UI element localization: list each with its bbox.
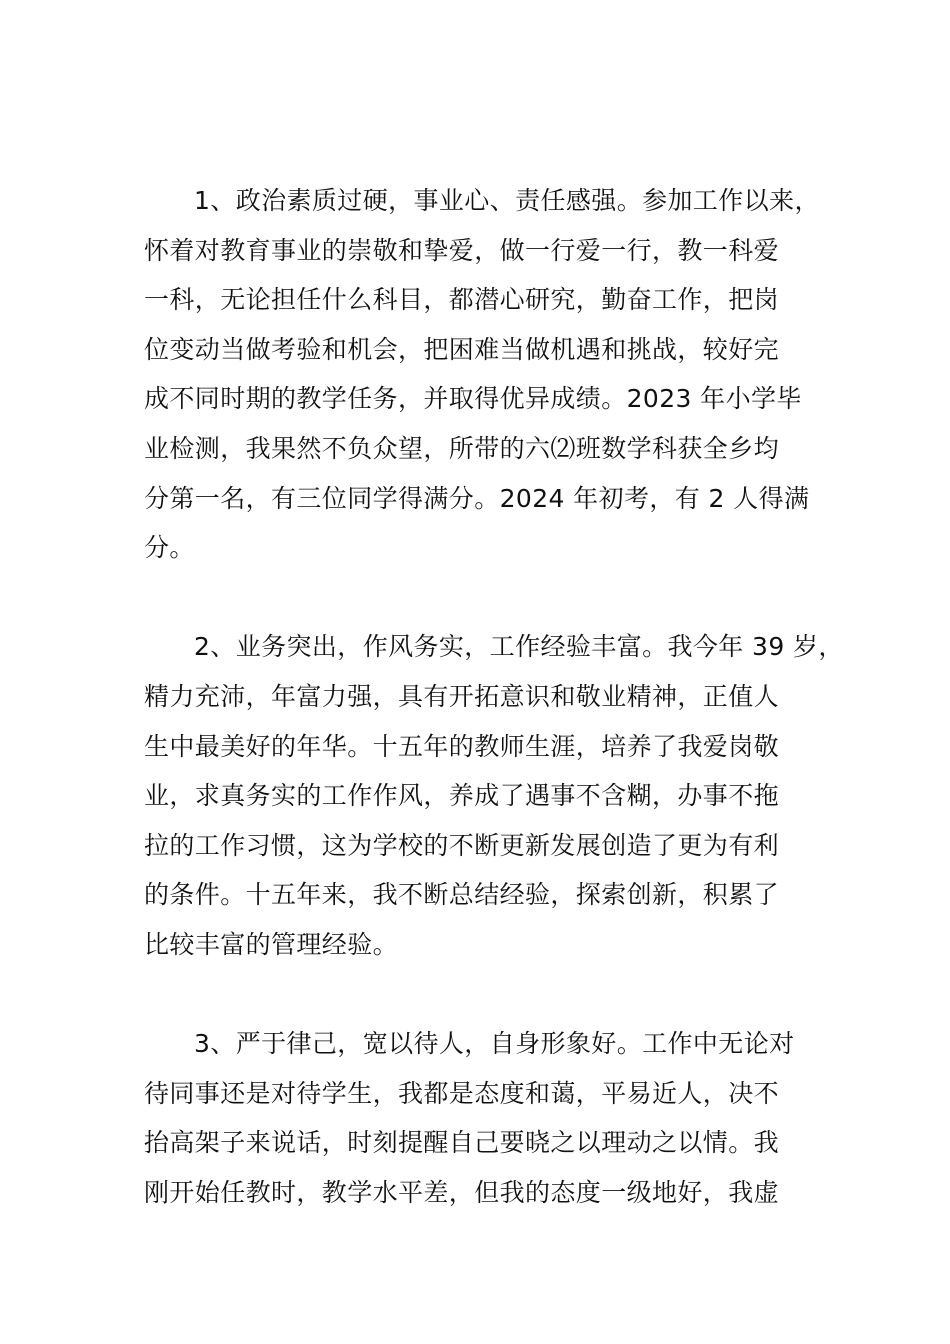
text-line: 拉的工作习惯，这为学校的不断更新发展创造了更为有利 xyxy=(144,830,780,860)
text-line: 成不同时期的教学任务，并取得优异成绩。2023 年小学毕 xyxy=(144,384,802,414)
text-line: 抬高架子来说话，时刻提醒自己要晓之以理动之以情。我 xyxy=(144,1128,780,1158)
text-line: 位变动当做考验和机会，把困难当做机遇和挑战，较好完 xyxy=(144,334,780,364)
text-line: 2、业务突出，作风务实，工作经验丰富。我今年 39 岁， xyxy=(194,632,844,662)
text-line: 的条件。十五年来，我不断总结经验，探索创新，积累了 xyxy=(144,880,780,910)
text-line: 分。 xyxy=(144,533,195,563)
paragraph-2 xyxy=(144,622,844,969)
text-line: 精力充沛，年富力强，具有开拓意识和敬业精神，正值人 xyxy=(144,681,780,711)
document-body xyxy=(144,176,844,1217)
text-line: 业，求真务实的工作作风，养成了遇事不含糊，办事不拖 xyxy=(144,781,780,811)
paragraph-3 xyxy=(144,1019,809,1217)
paragraph-spacer xyxy=(144,573,809,623)
text-line: 分第一名，有三位同学得满分。2024 年初考，有 2 人得满 xyxy=(144,483,810,513)
text-line: 3、严于律己，宽以待人，自身形象好。工作中无论对 xyxy=(194,1029,795,1059)
text-line: 待同事还是对待学生，我都是态度和蔼，平易近人，决不 xyxy=(144,1078,780,1108)
text-line: 比较丰富的管理经验。 xyxy=(144,929,399,959)
paragraph-1 xyxy=(144,176,820,573)
text-line: 一科，无论担任什么科目，都潜心研究，勤奋工作，把岗 xyxy=(144,285,780,315)
text-line: 1、政治素质过硬，事业心、责任感强。参加工作以来， xyxy=(194,186,820,215)
paragraph-spacer xyxy=(144,970,809,1020)
text-line: 业检测，我果然不负众望，所带的六⑵班数学科获全乡均 xyxy=(144,433,780,463)
text-line: 生中最美好的年华。十五年的教师生涯，培养了我爱岗敬 xyxy=(144,731,780,761)
text-line: 刚开始任教时，教学水平差，但我的态度一级地好，我虚 xyxy=(144,1177,780,1207)
text-line: 怀着对教育事业的崇敬和挚爱，做一行爱一行，教一科爱 xyxy=(144,235,780,265)
